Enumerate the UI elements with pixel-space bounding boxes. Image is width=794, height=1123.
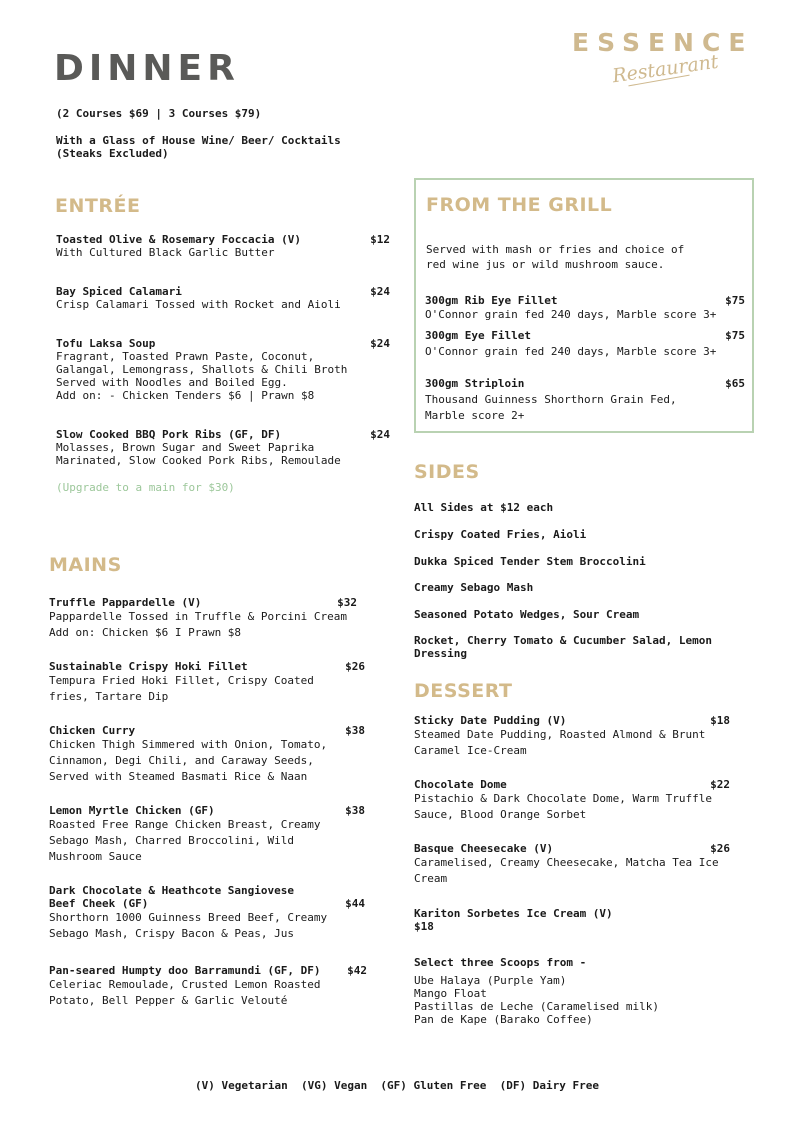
grill-item	[425, 376, 745, 424]
item-name: Tofu Laksa Soup	[56, 337, 156, 350]
scoops-list	[414, 956, 659, 1026]
side-item: All Sides at $12 each	[414, 501, 554, 514]
grill-intro: Served with mash or fries and choice of red wine jus or wild mushroom sauce.	[426, 243, 685, 271]
item-desc: Galangal, Lemongrass, Shallots & Chili Broth	[56, 363, 348, 376]
item-desc: Sebago Mash, Crispy Bacon & Peas, Jus	[49, 927, 295, 940]
brand-logo: ESSENCE	[572, 28, 754, 57]
item-name: Kariton Sorbetes Ice Cream (V)	[414, 907, 613, 920]
item-desc: fries, Tartare Dip	[49, 690, 169, 703]
side-item: Creamy Sebago Mash	[414, 581, 534, 594]
item-desc: Crisp Calamari Tossed with Rocket and Aioli	[56, 298, 341, 311]
item-desc: Thousand Guinness Shorthorn Grain Fed,	[425, 393, 677, 406]
item-desc: Sauce, Blood Orange Sorbet	[414, 808, 587, 821]
sides-heading: SIDES	[414, 461, 480, 483]
item-desc: Mushroom Sauce	[49, 850, 142, 863]
dessert-heading: DESSERT	[414, 680, 513, 702]
item-desc: O'Connor grain fed 240 days, Marble score 3+	[425, 308, 717, 321]
item-price: $12	[370, 233, 390, 246]
item-price: $26	[710, 842, 730, 855]
item-desc: Caramelised, Creamy Cheesecake, Matcha Tea Ice	[414, 856, 719, 869]
scoops-title: Select three Scoops from -	[414, 956, 587, 969]
item-desc: Potato, Bell Pepper & Garlic Velouté	[49, 994, 288, 1007]
upgrade-note: (Upgrade to a main for $30)	[56, 481, 235, 494]
item-desc: Pistachio & Dark Chocolate Dome, Warm Truffle	[414, 792, 713, 805]
dessert-item	[414, 907, 730, 933]
item-name: 300gm Eye Fillet	[425, 329, 531, 342]
item-price: $42	[347, 964, 367, 977]
item-name: Chocolate Dome	[414, 778, 507, 791]
item-name: Pan-seared Humpty doo Barramundi (GF, DF)	[49, 964, 321, 977]
grill-item	[425, 294, 745, 322]
item-price: $38	[345, 804, 365, 817]
item-price: $22	[710, 778, 730, 791]
item-desc: Cinnamon, Degi Chili, and Caraway Seeds,	[49, 754, 314, 767]
side-item: Seasoned Potato Wedges, Sour Cream	[414, 608, 640, 621]
dessert-item	[414, 842, 738, 887]
item-desc: Shorthorn 1000 Guinness Breed Beef, Creamy	[49, 911, 328, 924]
item-name: Dark Chocolate & Heathcote Sangiovese	[49, 884, 295, 897]
wine-line: With a Glass of House Wine/ Beer/ Cocktails (Steaks Excluded)	[56, 134, 341, 160]
side-item: Crispy Coated Fries, Aioli	[414, 528, 587, 541]
main-item	[49, 884, 365, 942]
item-price: $32	[337, 596, 357, 609]
entree-item	[56, 428, 390, 467]
item-price: $75	[725, 294, 745, 307]
dessert-item	[414, 778, 730, 823]
main-item	[49, 660, 365, 705]
item-price: $18	[414, 920, 434, 933]
grill-item	[425, 328, 745, 360]
dessert-item	[414, 714, 730, 759]
item-name: Truffle Pappardelle (V)	[49, 596, 202, 609]
item-name: Lemon Myrtle Chicken (GF)	[49, 804, 215, 817]
item-price: $65	[725, 377, 745, 390]
item-desc: O'Connor grain fed 240 days, Marble score 3+	[425, 345, 717, 358]
item-name: Basque Cheesecake (V)	[414, 842, 554, 855]
scoop-item: Pan de Kape (Barako Coffee)	[414, 1013, 593, 1026]
item-desc: Pappardelle Tossed in Truffle & Porcini Cream	[49, 610, 348, 623]
entree-item	[56, 337, 390, 402]
item-desc: With Cultured Black Garlic Butter	[56, 246, 275, 259]
brand-script: Restaurant	[610, 50, 720, 88]
entree-item	[56, 233, 390, 259]
price-line: (2 Courses $69 | 3 Courses $79)	[56, 107, 262, 120]
item-price: $18	[710, 714, 730, 727]
page-title: DINNER	[54, 48, 240, 89]
item-name: Bay Spiced Calamari	[56, 285, 182, 298]
item-desc: Fragrant, Toasted Prawn Paste, Coconut,	[56, 350, 315, 363]
item-name: Toasted Olive & Rosemary Foccacia (V)	[56, 233, 302, 246]
scoop-item: Mango Float	[414, 987, 487, 1000]
dietary-legend: (V) Vegetarian (VG) Vegan (GF) Gluten Free (DF) Dairy Free	[195, 1079, 599, 1092]
item-desc: Sebago Mash, Charred Broccolini, Wild	[49, 834, 295, 847]
item-desc: Caramel Ice-Cream	[414, 744, 527, 757]
item-price: $44	[345, 897, 365, 910]
item-name: Sticky Date Pudding (V)	[414, 714, 567, 727]
item-desc: Chicken Thigh Simmered with Onion, Tomato,	[49, 738, 328, 751]
side-item: Rocket, Cherry Tomato & Cucumber Salad, Lemon	[414, 634, 713, 647]
item-desc: Marble score 2+	[425, 409, 525, 422]
entree-item	[56, 285, 390, 311]
side-item: Dressing	[414, 647, 467, 660]
item-desc: Served with Noodles and Boiled Egg.	[56, 376, 288, 389]
side-item: Dukka Spiced Tender Stem Broccolini	[414, 555, 646, 568]
item-name: 300gm Striploin	[425, 377, 525, 390]
item-name: Chicken Curry	[49, 724, 136, 737]
scoop-item: Ube Halaya (Purple Yam)	[414, 974, 567, 987]
item-price: $24	[370, 428, 390, 441]
mains-heading: MAINS	[49, 554, 122, 576]
item-price: $26	[345, 660, 365, 673]
item-price: $24	[370, 285, 390, 298]
item-desc: Served with Steamed Basmati Rice & Naan	[49, 770, 308, 783]
item-desc: Steamed Date Pudding, Roasted Almond & Brunt	[414, 728, 706, 741]
main-item	[49, 596, 365, 641]
item-desc: Add on: - Chicken Tenders $6 | Prawn $8	[56, 389, 315, 402]
main-item	[49, 964, 367, 1009]
item-name: Sustainable Crispy Hoki Fillet	[49, 660, 248, 673]
item-price: $75	[725, 329, 745, 342]
scoop-item: Pastillas de Leche (Caramelised milk)	[414, 1000, 660, 1013]
item-desc: Marinated, Slow Cooked Pork Ribs, Remoulade	[56, 454, 341, 467]
item-name: Slow Cooked BBQ Pork Ribs (GF, DF)	[56, 428, 282, 441]
item-price: $38	[345, 724, 365, 737]
item-desc: Tempura Fried Hoki Fillet, Crispy Coated	[49, 674, 314, 687]
item-desc: Celeriac Remoulade, Crusted Lemon Roasted	[49, 978, 321, 991]
main-item	[49, 804, 365, 865]
item-desc: Add on: Chicken $6 I Prawn $8	[49, 626, 242, 639]
item-name: 300gm Rib Eye Fillet	[425, 294, 558, 307]
entree-heading: ENTRÉE	[55, 195, 141, 217]
item-desc: Roasted Free Range Chicken Breast, Creamy	[49, 818, 321, 831]
main-item	[49, 724, 365, 785]
item-desc: Molasses, Brown Sugar and Sweet Paprika	[56, 441, 315, 454]
grill-heading: FROM THE GRILL	[426, 194, 613, 216]
item-name-line2: Beef Cheek (GF)	[49, 897, 149, 910]
item-price: $24	[370, 337, 390, 350]
item-desc: Cream	[414, 872, 448, 885]
